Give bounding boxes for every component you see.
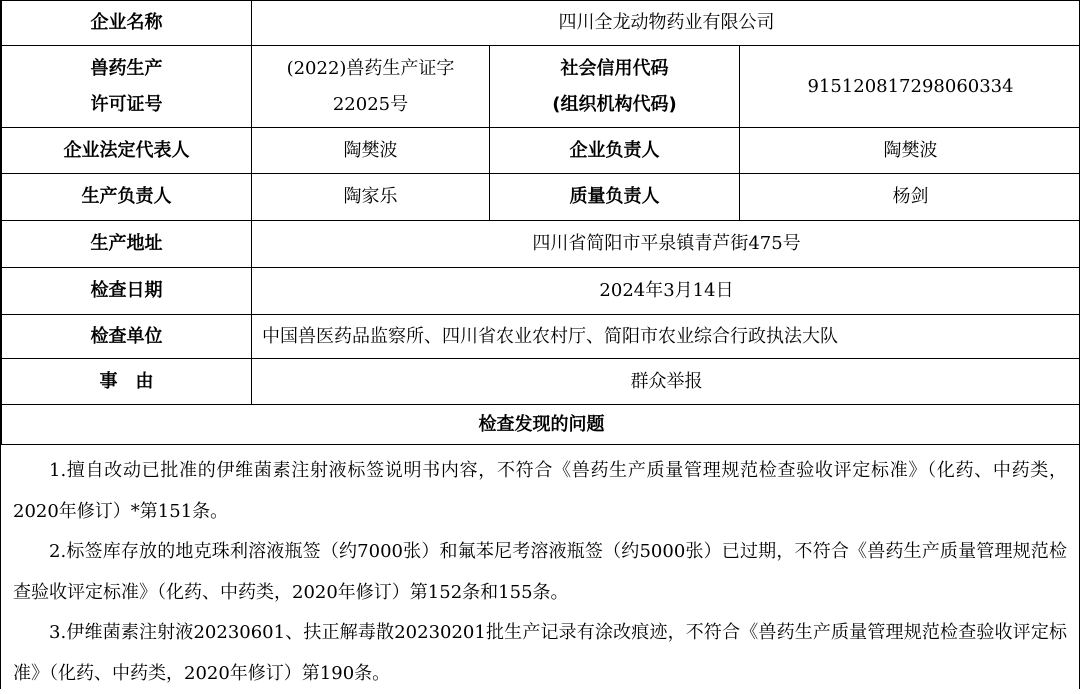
company-name-label: 企业名称 xyxy=(2,1,252,46)
row-date xyxy=(2,268,1080,315)
reason-label: 事 由 xyxy=(2,359,252,405)
license-label xyxy=(2,46,252,128)
row-legal-rep xyxy=(2,128,1080,174)
row-production-head xyxy=(2,174,1080,221)
credit-label-line2: (组织机构代码) xyxy=(496,87,733,123)
row-inspector xyxy=(2,315,1080,359)
company-info-table xyxy=(1,0,1080,445)
production-head-label: 生产负责人 xyxy=(2,174,252,221)
license-value xyxy=(252,46,490,128)
license-value-line2: 22025号 xyxy=(258,87,483,123)
quality-head-value: 杨剑 xyxy=(740,174,1080,221)
company-name-value: 四川全龙动物药业有限公司 xyxy=(252,1,1080,46)
row-findings-title xyxy=(2,405,1080,445)
row-address xyxy=(2,221,1080,268)
reason-value: 群众举报 xyxy=(252,359,1080,405)
findings-title: 检查发现的问题 xyxy=(2,405,1080,445)
responsible-value: 陶樊波 xyxy=(740,128,1080,174)
date-label: 检查日期 xyxy=(2,268,252,315)
legal-rep-label: 企业法定代表人 xyxy=(2,128,252,174)
finding-item-2: 2.标签库存放的地克珠利溶液瓶签（约7000张）和氟苯尼考溶液瓶签（约5000张）已过期，不符合《兽药生产质量管理规范检查验收评定标准》（化药、中药类，2020年修订）第152条和155条。 xyxy=(13,532,1067,613)
credit-code-value: 915120817298060334 xyxy=(740,46,1080,128)
credit-label-line1: 社会信用代码 xyxy=(496,51,733,87)
credit-code-label xyxy=(490,46,740,128)
finding-item-3: 3.伊维菌素注射液20230601、扶正解毒散20230201批生产记录有涂改痕迹，不符合《兽药生产质量管理规范检查验收评定标准》（化药、中药类，2020年修订）第190条。 xyxy=(13,613,1067,694)
address-label: 生产地址 xyxy=(2,221,252,268)
inspector-label: 检查单位 xyxy=(2,315,252,359)
license-label-line2: 许可证号 xyxy=(8,87,245,123)
findings-list xyxy=(1,445,1079,694)
row-license xyxy=(2,46,1080,128)
license-value-line1: (2022)兽药生产证字 xyxy=(258,51,483,87)
finding-item-1: 1.擅自改动已批准的伊维菌素注射液标签说明书内容，不符合《兽药生产质量管理规范检查验收评定标准》（化药、中药类，2020年修订）*第151条。 xyxy=(13,451,1067,532)
production-head-value: 陶家乐 xyxy=(252,174,490,221)
address-value: 四川省简阳市平泉镇青芦街475号 xyxy=(252,221,1080,268)
quality-head-label: 质量负责人 xyxy=(490,174,740,221)
legal-rep-value: 陶樊波 xyxy=(252,128,490,174)
row-company-name xyxy=(2,1,1080,46)
responsible-label: 企业负责人 xyxy=(490,128,740,174)
license-label-line1: 兽药生产 xyxy=(8,51,245,87)
date-value: 2024年3月14日 xyxy=(252,268,1080,315)
row-reason xyxy=(2,359,1080,405)
inspector-value: 中国兽医药品监察所、四川省农业农村厅、简阳市农业综合行政执法大队 xyxy=(252,315,1080,359)
